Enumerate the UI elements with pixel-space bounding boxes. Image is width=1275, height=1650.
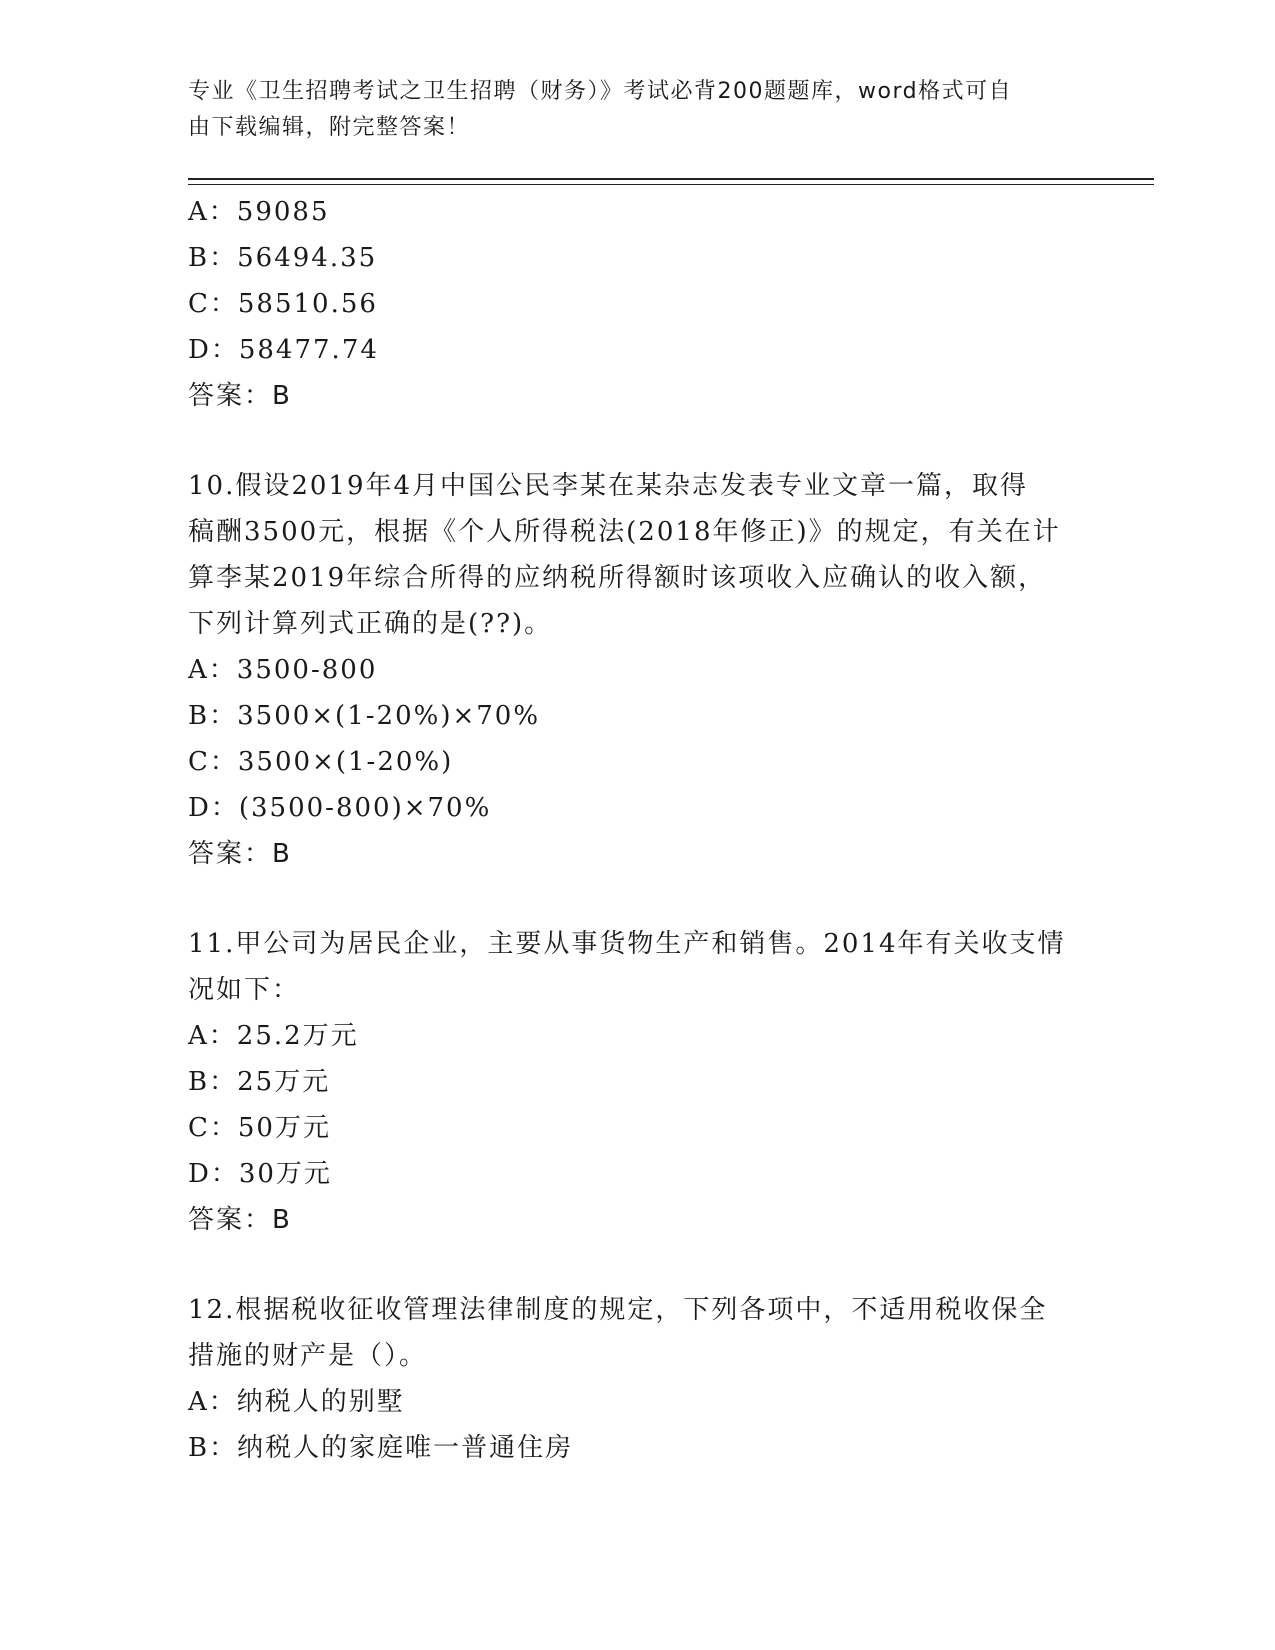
question-text-line: 况如下： [188, 975, 301, 1005]
question-text-line: 10.假设2019年4月中国公民李某在某杂志发表专业文章一篇，取得 [188, 471, 1029, 501]
spacer [188, 877, 1088, 921]
option-a: A：纳税人的别墅 [188, 1387, 405, 1417]
spacer [188, 419, 1088, 463]
document-header [188, 74, 1088, 146]
question-text-line: 下列计算列式正确的是(??)。 [188, 609, 553, 639]
question-block-12 [188, 1287, 1088, 1471]
option-a: A：3500-800 [188, 655, 378, 685]
answer-line: 答案：B [188, 381, 292, 411]
header-line-1: 专业《卫生招聘考试之卫生招聘（财务）》考试必背200题题库，word格式可自 [188, 79, 1013, 104]
option-d: D：30万元 [188, 1159, 332, 1189]
question-block-10 [188, 463, 1088, 877]
option-b: B：纳税人的家庭唯一普通住房 [188, 1433, 574, 1463]
header-divider-thin [188, 184, 1154, 185]
option-d: D：(3500-800)×70% [188, 793, 492, 823]
answer-line: 答案：B [188, 839, 292, 869]
option-b: B：56494.35 [188, 243, 378, 273]
option-c: C：58510.56 [188, 289, 378, 319]
question-text-line: 措施的财产是（）。 [188, 1341, 428, 1371]
spacer [188, 1243, 1088, 1287]
option-a: A：25.2万元 [188, 1021, 359, 1051]
header-divider-thick [188, 178, 1154, 180]
question-block-11 [188, 921, 1088, 1243]
option-d: D：58477.74 [188, 335, 379, 365]
question-block-prev [188, 189, 1088, 419]
question-text-line: 算李某2019年综合所得的应纳税所得额时该项收入应确认的收入额， [188, 563, 1047, 593]
question-text-line: 11.甲公司为居民企业，主要从事货物生产和销售。2014年有关收支情 [188, 929, 1066, 959]
question-text-line: 稿酬3500元，根据《个人所得税法(2018年修正)》的规定，有关在计 [188, 517, 1061, 547]
option-a: A：59085 [188, 197, 330, 227]
question-text-line: 12.根据税收征收管理法律制度的规定，下列各项中，不适用税收保全 [188, 1295, 1048, 1325]
header-line-2: 由下载编辑，附完整答案！ [188, 115, 471, 140]
answer-line: 答案：B [188, 1205, 292, 1235]
option-c: C：50万元 [188, 1113, 331, 1143]
option-c: C：3500×(1-20%) [188, 747, 454, 777]
option-b: B：25万元 [188, 1067, 331, 1097]
option-b: B：3500×(1-20%)×70% [188, 701, 541, 731]
question-list [188, 189, 1088, 1471]
